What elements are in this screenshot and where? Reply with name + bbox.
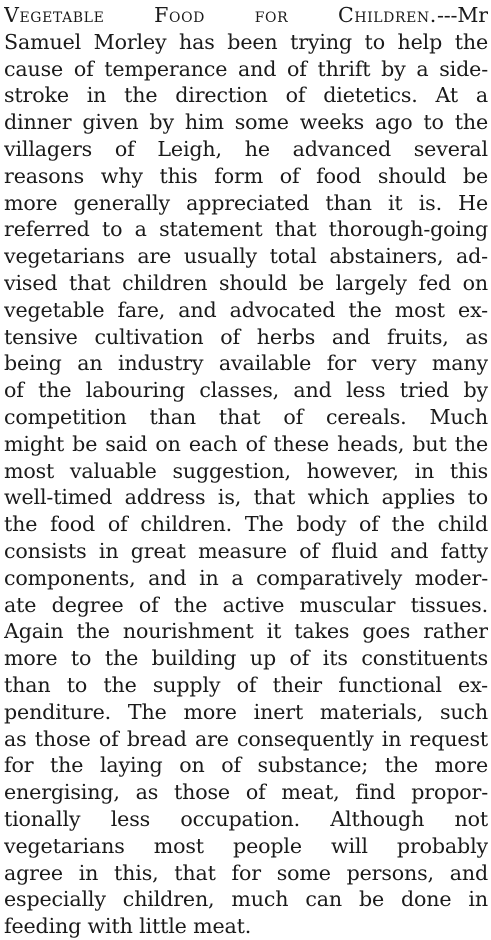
article-line-21: consists in great measure of fluid and fatty bbox=[4, 538, 488, 563]
article-line-4: stroke in the direction of dietetics. At a bbox=[4, 83, 488, 108]
article-line-32: vegetarians most people will probably bbox=[4, 833, 488, 858]
article-line-13: tensive cultivation of herbs and fruits, as bbox=[4, 324, 488, 349]
article-line-31: tionally less occupation. Although not bbox=[4, 806, 488, 831]
article-line-26: than to the supply of their functional ex- bbox=[4, 672, 488, 697]
article-line-23: ate degree of the active muscular tissues. bbox=[4, 592, 488, 617]
article-line-20: the food of children. The body of the child bbox=[4, 512, 488, 537]
article-line-19: well-timed address is, that which applies to bbox=[4, 485, 488, 510]
article-line-22: components, and in a comparatively moder- bbox=[4, 565, 488, 590]
article-line-8: more generally appreciated than it is. He bbox=[4, 190, 488, 215]
article-line-18: most valuable suggestion, however, in this bbox=[4, 458, 488, 483]
article-headline: Vegetable Food for Children. bbox=[4, 3, 437, 27]
article-line-9: referred to a statement that thorough-going bbox=[4, 217, 488, 242]
article-line-1 bbox=[4, 2, 488, 29]
article-line-17: might be said on each of these heads, but the bbox=[4, 431, 488, 456]
article-line-16: competition than that of cereals. Much bbox=[4, 404, 488, 429]
article-line-2: Samuel Morley has been trying to help the bbox=[4, 29, 488, 54]
article-line-1-text: ---Mr bbox=[436, 3, 488, 27]
article-line-12: vegetable fare, and advocated the most ex- bbox=[4, 297, 488, 322]
article-column bbox=[4, 2, 488, 940]
article-line-34: especially children, much can be done in bbox=[4, 887, 488, 912]
article-line-3: cause of temperance and of thrift by a side- bbox=[4, 56, 488, 81]
article-line-28: as those of bread are consequently in request bbox=[4, 726, 488, 751]
article-line-14: being an industry available for very many bbox=[4, 351, 488, 376]
article-line-24: Again the nourishment it takes goes rather bbox=[4, 619, 488, 644]
article-line-6: villagers of Leigh, he advanced several bbox=[4, 136, 488, 161]
article-line-35: feeding with little meat. bbox=[4, 914, 252, 939]
article-line-27: penditure. The more inert materials, such bbox=[4, 699, 488, 724]
article-line-33: agree in this, that for some persons, and bbox=[4, 860, 488, 885]
article-line-25: more to the building up of its constituents bbox=[4, 646, 488, 671]
article-line-29: for the laying on of substance; the more bbox=[4, 753, 488, 778]
article-line-11: vised that children should be largely fed on bbox=[4, 270, 488, 295]
article-line-10: vegetarians are usually total abstainers, ad- bbox=[4, 244, 488, 269]
article-line-30: energising, as those of meat, find propor- bbox=[4, 780, 488, 805]
article-line-15: of the labouring classes, and less tried by bbox=[4, 378, 488, 403]
article-line-5: dinner given by him some weeks ago to the bbox=[4, 110, 488, 135]
article-line-7: reasons why this form of food should be bbox=[4, 163, 488, 188]
